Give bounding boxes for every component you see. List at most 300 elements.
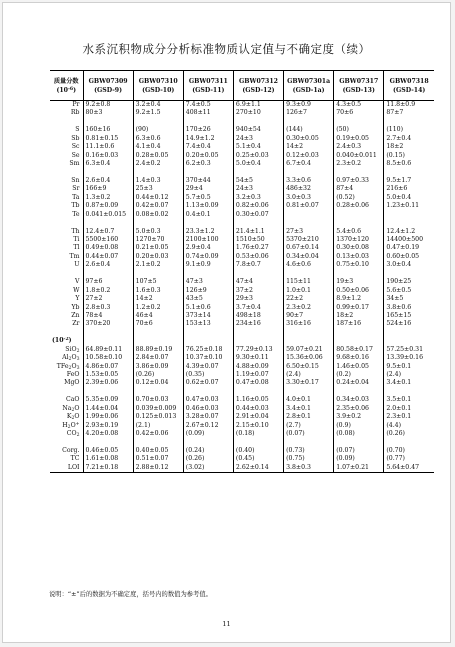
table-row	[50, 354, 434, 362]
table-cell: 90±7	[284, 312, 334, 320]
table-row	[50, 312, 434, 320]
table-row	[50, 464, 434, 473]
table-cell: 14±2	[284, 143, 334, 151]
table-cell: (2.1)	[133, 422, 183, 430]
table-cell: 0.30±0.05	[284, 135, 334, 143]
table-cell: 7.21±0.18	[83, 464, 133, 473]
table-cell: 1.76±0.27	[233, 244, 283, 252]
table-cell: 59.07±0.21	[284, 346, 334, 354]
spacer-row	[50, 329, 434, 338]
table-cell: 370±44	[183, 177, 233, 185]
table-cell: 160±16	[83, 126, 133, 134]
table-cell: 9.30±0.11	[233, 354, 283, 362]
table-cell: 3.9±0.2	[334, 413, 384, 421]
table-cell: (0.09)	[334, 455, 384, 463]
table-row	[50, 202, 434, 210]
table-cell: 165±15	[384, 312, 434, 320]
table-body	[50, 101, 434, 473]
table-cell: 0.039±0.009	[133, 405, 183, 413]
table-cell: 0.40±0.05	[133, 447, 183, 455]
table-cell: 3.8±0.6	[384, 304, 434, 312]
table-row	[50, 422, 434, 430]
table-cell	[384, 211, 434, 219]
table-cell: 5.0±0.4	[384, 194, 434, 202]
table-cell: 5500±160	[83, 236, 133, 244]
row-label: Ti	[50, 236, 83, 244]
table-cell: 2100±100	[183, 236, 233, 244]
table-cell: (110)	[384, 126, 434, 134]
table-cell: 3.2±0.4	[133, 101, 183, 110]
table-row	[50, 244, 434, 252]
row-label: Corg.	[50, 447, 83, 455]
table-cell: 1.61±0.08	[83, 455, 133, 463]
table-cell: (0.45)	[233, 455, 283, 463]
table-cell: 1270±70	[133, 236, 183, 244]
table-cell: (50)	[334, 126, 384, 134]
table-cell: 5.64±0.47	[384, 464, 434, 473]
table-cell: 3.0±0.4	[384, 261, 434, 269]
row-label: CaO	[50, 396, 83, 404]
row-label: MgO	[50, 379, 83, 387]
table-cell: 0.30±0.07	[233, 211, 283, 219]
column-header-name: (GSD-13)	[342, 86, 375, 94]
table-cell: 0.040±0.011	[334, 152, 384, 160]
table-cell: 0.75±0.10	[334, 261, 384, 269]
table-cell: 87±4	[334, 185, 384, 193]
table-row	[50, 405, 434, 413]
table-cell: 126±7	[284, 109, 334, 117]
column-header-5	[284, 71, 334, 101]
row-label: Zn	[50, 312, 83, 320]
table-cell: 29±4	[183, 185, 233, 193]
table-row	[50, 185, 434, 193]
table-row	[50, 160, 434, 168]
table-cell: 9.2±1.5	[133, 109, 183, 117]
table-cell: 3.2±0.3	[233, 194, 283, 202]
table-cell: 107±5	[133, 278, 183, 286]
table-cell: 27±2	[83, 295, 133, 303]
table-cell: 97±6	[83, 278, 133, 286]
table-row	[50, 413, 434, 421]
table-cell: (0.15)	[384, 152, 434, 160]
table-cell: 3.3±0.6	[284, 177, 334, 185]
table-cell: 2.62±0.14	[233, 464, 283, 473]
table-cell: 78±4	[83, 312, 133, 320]
table-cell: 1.6±0.3	[133, 287, 183, 295]
table-row	[50, 455, 434, 463]
table-cell: (0.35)	[183, 371, 233, 379]
row-label: Th	[50, 228, 83, 236]
table-cell: 6.2±0.3	[183, 160, 233, 168]
row-label: Sc	[50, 143, 83, 151]
table-cell: 0.34±0.03	[334, 396, 384, 404]
table-cell: 22±2	[284, 295, 334, 303]
table-cell: 9.5±0.1	[384, 363, 434, 371]
page-title: 水系沉积物成分分析标准物质认定值与不确定度（续）	[82, 42, 371, 56]
table-cell: 0.13±0.03	[334, 253, 384, 261]
table-cell: 3.4±0.1	[384, 379, 434, 387]
table-cell: 0.42±0.07	[133, 202, 183, 210]
table-cell: 23.3±1.2	[183, 228, 233, 236]
reference-values-table	[50, 70, 434, 473]
column-header-id: GBW07301a	[287, 77, 331, 85]
table-cell: 524±16	[384, 320, 434, 328]
table-cell: 2.15±0.10	[233, 422, 283, 430]
table-cell: 7.8±0.7	[233, 261, 283, 269]
table-cell: 1.4±0.3	[133, 177, 183, 185]
table-cell: 2.93±0.19	[83, 422, 133, 430]
table-cell: 29±3	[233, 295, 283, 303]
table-cell: 21.4±1.1	[233, 228, 283, 236]
row-label: Sm	[50, 160, 83, 168]
table-cell: 77.29±0.13	[233, 346, 283, 354]
table-cell: 234±16	[233, 320, 283, 328]
table-cell: 0.28±0.06	[334, 202, 384, 210]
table-cell: 14.9±1.2	[183, 135, 233, 143]
table-row	[50, 304, 434, 312]
table-cell: 14±2	[133, 295, 183, 303]
table-cell: 0.87±0.09	[83, 202, 133, 210]
table-row	[50, 396, 434, 404]
table-cell: 3.8±0.3	[284, 464, 334, 473]
table-cell: 1.23±0.11	[384, 202, 434, 210]
table-cell: 9.5±1.7	[384, 177, 434, 185]
table-cell: 34±5	[384, 295, 434, 303]
table-cell: 0.34±0.04	[284, 253, 334, 261]
spacer-row	[50, 219, 434, 228]
table-row	[50, 211, 434, 219]
table-row	[50, 346, 434, 354]
table-cell: 2.84±0.07	[133, 354, 183, 362]
table-cell: 64.89±0.11	[83, 346, 133, 354]
spacer-row	[50, 438, 434, 447]
table-cell: 4.0±0.1	[284, 396, 334, 404]
column-header-4	[233, 71, 283, 101]
table-row	[50, 228, 434, 236]
table-cell: 25±3	[133, 185, 183, 193]
table-cell: 6.3±0.6	[133, 135, 183, 143]
table-cell: 0.30±0.08	[334, 244, 384, 252]
column-header-id: GBW07310	[138, 77, 178, 85]
table-cell: 0.97±0.33	[334, 177, 384, 185]
row-label: Pr	[50, 101, 83, 110]
table-cell: 0.44±0.12	[133, 194, 183, 202]
table-cell: 18±2	[334, 312, 384, 320]
table-cell: 2.1±0.2	[133, 261, 183, 269]
table-cell	[284, 211, 334, 219]
table-row	[50, 278, 434, 286]
table-cell: 6.7±0.4	[284, 160, 334, 168]
unit-label: $(10^{-2})$	[50, 337, 83, 345]
row-label: Tl	[50, 244, 83, 252]
table-cell: 43±5	[183, 295, 233, 303]
column-header-name: (GSD-14)	[393, 86, 426, 94]
table-cell: 0.25±0.03	[233, 152, 283, 160]
table-cell: 76.25±0.18	[183, 346, 233, 354]
row-label: LOI	[50, 464, 83, 473]
header-row	[50, 71, 434, 101]
table-cell: 940±54	[233, 126, 283, 134]
table-cell: 47±4	[233, 278, 283, 286]
table-cell: 0.12±0.03	[284, 152, 334, 160]
table-cell: 0.46±0.03	[183, 405, 233, 413]
row-label: $Na_2O$	[50, 405, 83, 413]
table-cell: 3.5±0.1	[384, 396, 434, 404]
table-cell: 87±7	[384, 109, 434, 117]
table-cell: 24±3	[233, 185, 283, 193]
table-cell: 15.36±0.06	[284, 354, 334, 362]
table-cell: (0.09)	[183, 430, 233, 438]
table-cell: (0.40)	[233, 447, 283, 455]
table-cell: 4.88±0.09	[233, 363, 283, 371]
table-cell: 3.86±0.09	[133, 363, 183, 371]
table-cell: (0.26)	[384, 430, 434, 438]
table-row	[50, 194, 434, 202]
table-cell: (2.4)	[284, 371, 334, 379]
table-cell: (0.26)	[133, 371, 183, 379]
table-cell: 11.1±0.6	[83, 143, 133, 151]
table-cell: 12.4±0.7	[83, 228, 133, 236]
column-header-id: GBW07317	[339, 77, 379, 85]
table-cell: 0.42±0.06	[133, 430, 183, 438]
table-cell: 0.62±0.07	[183, 379, 233, 387]
table-cell: (0.07)	[284, 430, 334, 438]
table-cell: 0.12±0.04	[133, 379, 183, 387]
table-cell: (0.2)	[334, 371, 384, 379]
table-cell: 1.44±0.04	[83, 405, 133, 413]
table-cell: 0.20±0.03	[133, 253, 183, 261]
table-cell: 1510±50	[233, 236, 283, 244]
table-cell: 12.4±1.2	[384, 228, 434, 236]
table-cell: 2.39±0.06	[83, 379, 133, 387]
table-cell: 2.3±0.2	[334, 160, 384, 168]
table-cell: (2.4)	[384, 371, 434, 379]
table-row	[50, 177, 434, 185]
column-header-id: GBW07311	[188, 77, 228, 85]
table-cell: 5.6±0.5	[384, 287, 434, 295]
page-number: 11	[222, 620, 231, 628]
table-cell: 166±9	[83, 185, 133, 193]
table-cell: 4.20±0.08	[83, 430, 133, 438]
table-cell: 6.3±0.4	[83, 160, 133, 168]
table-cell: 70±6	[133, 320, 183, 328]
table-cell: (0.52)	[334, 194, 384, 202]
table-cell: 0.28±0.05	[133, 152, 183, 160]
table-cell: 80±3	[83, 109, 133, 117]
row-label: $CO_2$	[50, 430, 83, 438]
table-cell: 1.16±0.05	[233, 396, 283, 404]
spacer-row	[50, 168, 434, 177]
table-cell: (0.26)	[183, 455, 233, 463]
table-cell: 0.50±0.06	[334, 287, 384, 295]
table-cell: 3.28±0.07	[183, 413, 233, 421]
table-row	[50, 430, 434, 438]
table-cell: 0.44±0.03	[233, 405, 283, 413]
table-cell: 7.4±0.5	[183, 101, 233, 110]
table-cell: 3.30±0.17	[284, 379, 334, 387]
table-cell: (0.73)	[284, 447, 334, 455]
table-cell: 3.7±0.4	[233, 304, 283, 312]
table-cell: 5.0±0.3	[133, 228, 183, 236]
table-cell: 0.47±0.08	[233, 379, 283, 387]
table-cell: 2.8±0.1	[284, 413, 334, 421]
table-row	[50, 126, 434, 134]
document-page	[2, 2, 451, 643]
parameter-header-line1: 质量分数	[53, 77, 79, 85]
table-cell: 1.07±0.21	[334, 464, 384, 473]
table-cell: (0.75)	[284, 455, 334, 463]
table-row	[50, 253, 434, 261]
table-cell: 2.6±0.4	[83, 177, 133, 185]
table-row	[50, 261, 434, 269]
table-cell: 5.1±0.4	[233, 143, 283, 151]
table-row	[50, 236, 434, 244]
table-cell: 5.4±0.6	[334, 228, 384, 236]
column-header-name: (GSD-11)	[192, 86, 225, 94]
table-cell: 10.58±0.10	[83, 354, 133, 362]
table-row	[50, 379, 434, 387]
parameter-header-unit: $(10^{-6})$	[56, 86, 77, 94]
table-row	[50, 101, 434, 110]
table-cell: 7.4±0.4	[183, 143, 233, 151]
table-cell: 408±11	[183, 109, 233, 117]
table-cell: 2.8±0.3	[83, 304, 133, 312]
table-cell: 0.20±0.05	[183, 152, 233, 160]
table-cell: 2.91±0.04	[233, 413, 283, 421]
row-label: Sb	[50, 135, 83, 143]
table-cell: (90)	[133, 126, 183, 134]
table-cell: 0.44±0.07	[83, 253, 133, 261]
row-label: Zr	[50, 320, 83, 328]
table-cell: 0.81±0.15	[83, 135, 133, 143]
row-label: SiO$_2$	[50, 346, 83, 354]
table-cell: 126±9	[183, 287, 233, 295]
table-cell: 0.041±0.015	[83, 211, 133, 219]
table-cell: 1.19±0.07	[233, 371, 283, 379]
table-cell: 2.7±0.4	[384, 135, 434, 143]
table-cell: 2.9±0.4	[183, 244, 233, 252]
table-row	[50, 287, 434, 295]
table-cell: 8.9±1.2	[334, 295, 384, 303]
table-cell: (3.02)	[183, 464, 233, 473]
table-cell: 0.19±0.05	[334, 135, 384, 143]
row-label: TC	[50, 455, 83, 463]
table-cell: 2.6±0.4	[83, 261, 133, 269]
unit-row	[50, 337, 434, 345]
table-cell: 216±6	[384, 185, 434, 193]
row-label: Sn	[50, 177, 83, 185]
table-cell: 8.5±0.6	[384, 160, 434, 168]
table-cell: 0.47±0.19	[384, 244, 434, 252]
table-cell: 0.99±0.17	[334, 304, 384, 312]
row-label: $Al_2O_3$	[50, 354, 83, 362]
table-cell: 18±2	[384, 143, 434, 151]
table-cell: 370±20	[83, 320, 133, 328]
table-cell: 1.46±0.05	[334, 363, 384, 371]
table-row	[50, 143, 434, 151]
row-label: Sr	[50, 185, 83, 193]
column-header-name: (GSD-1a)	[292, 86, 325, 94]
table-cell: (2.7)	[284, 422, 334, 430]
table-cell: 47±3	[183, 278, 233, 286]
table-cell: 2.0±0.1	[384, 405, 434, 413]
table-cell: 170±26	[183, 126, 233, 134]
table-cell: 2.3±0.1	[384, 413, 434, 421]
row-label: U	[50, 261, 83, 269]
table-cell: 10.37±0.10	[183, 354, 233, 362]
table-footnote: 说明：“±”后的数据为不确定度，括号内的数值为参考值。	[49, 591, 212, 598]
table-cell: 0.53±0.06	[233, 253, 283, 261]
table-header	[50, 71, 434, 101]
table-cell: 70±6	[334, 109, 384, 117]
table-cell: 3.4±0.1	[284, 405, 334, 413]
table-cell: 153±13	[183, 320, 233, 328]
table-cell: 3.0±0.3	[284, 194, 334, 202]
table-cell: (0.18)	[233, 430, 283, 438]
table-cell: 13.39±0.16	[384, 354, 434, 362]
table-cell: 4.1±0.4	[133, 143, 183, 151]
table-cell: 4.39±0.07	[183, 363, 233, 371]
table-row	[50, 295, 434, 303]
column-header-name: (GSD-9)	[94, 86, 123, 94]
table-row	[50, 447, 434, 455]
table-row	[50, 152, 434, 160]
table-cell: 1.3±0.2	[83, 194, 133, 202]
table-cell: 1.0±0.1	[284, 287, 334, 295]
table-cell: 5.7±0.5	[183, 194, 233, 202]
table-cell: 0.24±0.04	[334, 379, 384, 387]
table-cell: 1.99±0.06	[83, 413, 133, 421]
table-cell: 498±18	[233, 312, 283, 320]
table-cell: 9.68±0.16	[334, 354, 384, 362]
table-cell: 57.25±0.31	[384, 346, 434, 354]
table-cell: (0.9)	[334, 422, 384, 430]
table-cell: 2.4±0.3	[334, 143, 384, 151]
table-cell: 316±16	[284, 320, 334, 328]
table-cell: 9.1±0.9	[183, 261, 233, 269]
table-cell: 0.81±0.07	[284, 202, 334, 210]
table-cell: 187±16	[334, 320, 384, 328]
table-cell: 46±4	[133, 312, 183, 320]
table-cell: 19±3	[334, 278, 384, 286]
row-label: $H_2O^+$	[50, 422, 83, 430]
table-cell: 5.0±0.4	[233, 160, 283, 168]
table-cell: 373±14	[183, 312, 233, 320]
table-cell: (0.07)	[334, 447, 384, 455]
column-header-6	[334, 71, 384, 101]
table-cell: 24±3	[233, 135, 283, 143]
row-label: Yb	[50, 304, 83, 312]
table-cell: 11.8±0.9	[384, 101, 434, 110]
table-cell: 54±5	[233, 177, 283, 185]
table-cell: 5.1±0.6	[183, 304, 233, 312]
row-label: S	[50, 126, 83, 134]
column-header-7	[384, 71, 434, 101]
table-cell: 0.47±0.03	[183, 396, 233, 404]
table-cell: 2.35±0.06	[334, 405, 384, 413]
table-row	[50, 371, 434, 379]
column-header-1	[83, 71, 133, 101]
table-cell: (0.77)	[384, 455, 434, 463]
row-label: V	[50, 278, 83, 286]
table-cell: (0.70)	[384, 447, 434, 455]
table-cell: 14400±500	[384, 236, 434, 244]
table-cell: 0.08±0.02	[133, 211, 183, 219]
table-cell: 0.82±0.06	[233, 202, 283, 210]
table-cell: 4.86±0.07	[83, 363, 133, 371]
table-cell: 270±10	[233, 109, 283, 117]
table-cell: 6.9±1.1	[233, 101, 283, 110]
